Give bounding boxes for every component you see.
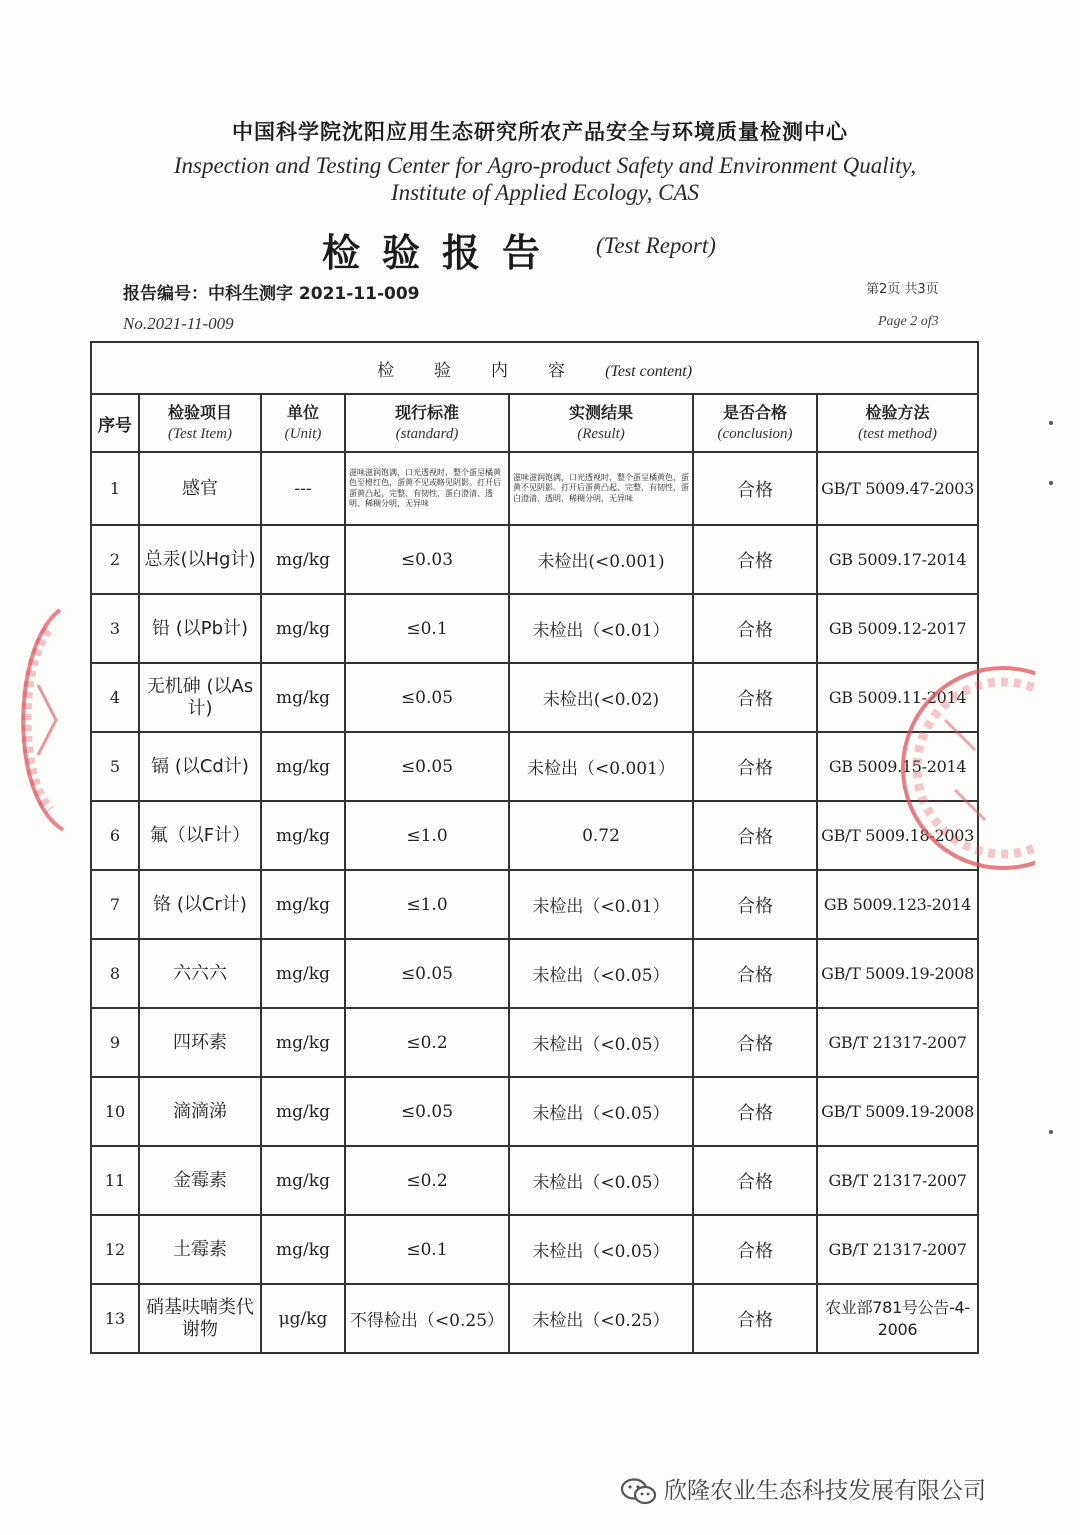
result: 未检出（<0.01） (509, 870, 693, 939)
col-header-unit (261, 394, 345, 452)
test-item: 铅 (以Pb计) (139, 594, 261, 663)
unit: mg/kg (261, 1008, 345, 1077)
standard: ≤0.05 (345, 1077, 509, 1146)
result: 未检出（<0.05） (509, 1215, 693, 1284)
col-header-standard (345, 394, 509, 452)
col-header-method-cn: 检验方法 (865, 403, 930, 422)
conclusion: 合格 (693, 594, 817, 663)
unit: mg/kg (261, 801, 345, 870)
stamp-right (895, 660, 1035, 880)
col-header-item (139, 394, 261, 452)
conclusion: 合格 (693, 663, 817, 732)
col-header-unit-cn: 单位 (286, 403, 319, 422)
test-method: GB/T 5009.18-2003 (817, 801, 978, 870)
test-method: GB/T 5009.19-2008 (817, 1077, 978, 1146)
col-header-item-cn: 检验项目 (167, 403, 232, 422)
unit: mg/kg (261, 1146, 345, 1215)
row-number: 5 (91, 732, 139, 801)
org-name-en-line1: Inspection and Testing Center for Agro-product Safety and Environment Quality, (173, 153, 917, 178)
conclusion: 合格 (693, 525, 817, 594)
table-row (91, 732, 978, 801)
section-title (91, 342, 978, 394)
result: 滋味滋润饱满，口光透视时，整个蛋呈橘黄色，蛋黄不见阴影。打开后蛋黄凸起、完整，有韧性，蛋白澄清、透明、稀稠分明，无异味 (509, 452, 693, 525)
table-row (91, 1077, 978, 1146)
result: 未检出(<0.02) (509, 663, 693, 732)
row-number: 11 (91, 1146, 139, 1215)
test-item: 无机砷 (以As计) (139, 663, 261, 732)
test-method: 农业部781号公告-4-2006 (817, 1284, 978, 1353)
standard: ≤0.05 (345, 663, 509, 732)
test-content-table (90, 341, 979, 1354)
report-number: 报告编号：中科生测字 2021-11-009 (123, 284, 420, 304)
test-item: 氟（以F计） (139, 801, 261, 870)
result: 未检出（<0.05） (509, 1077, 693, 1146)
conclusion: 合格 (693, 870, 817, 939)
test-item: 四环素 (139, 1008, 261, 1077)
standard: ≤0.2 (345, 1008, 509, 1077)
test-method: GB/T 21317-2007 (817, 1008, 978, 1077)
result: 0.72 (509, 801, 693, 870)
test-item: 硝基呋喃类代谢物 (139, 1284, 261, 1353)
table-row (91, 939, 978, 1008)
scan-speck (1049, 481, 1053, 485)
result: 未检出(<0.001) (509, 525, 693, 594)
standard: ≤0.2 (345, 1146, 509, 1215)
conclusion: 合格 (693, 1146, 817, 1215)
test-method: GB 5009.15-2014 (817, 732, 978, 801)
unit: mg/kg (261, 663, 345, 732)
row-number: 6 (91, 801, 139, 870)
col-header-standard-en: (standard) (395, 426, 459, 442)
scan-speck (1049, 421, 1053, 425)
watermark-footer (620, 1472, 986, 1507)
test-item: 土霉素 (139, 1215, 261, 1284)
col-header-method (817, 394, 978, 452)
col-header-conclusion-en: (conclusion) (717, 426, 793, 442)
row-number: 2 (91, 525, 139, 594)
page-indicator-en: Page 2 of3 (878, 314, 939, 329)
row-number: 7 (91, 870, 139, 939)
row-number: 10 (91, 1077, 139, 1146)
section-title-en: (Test content) (605, 362, 693, 380)
standard: ≤0.1 (345, 1215, 509, 1284)
unit: mg/kg (261, 525, 345, 594)
test-item: 感官 (139, 452, 261, 525)
org-name-cn: 中国科学院沈阳应用生态研究所农产品安全与环境质量检测中心 (232, 120, 848, 144)
test-item: 总汞(以Hg计) (139, 525, 261, 594)
test-item: 铬 (以Cr计) (139, 870, 261, 939)
conclusion: 合格 (693, 1008, 817, 1077)
test-item: 镉 (以Cd计) (139, 732, 261, 801)
unit: mg/kg (261, 732, 345, 801)
standard: 不得检出（<0.25） (345, 1284, 509, 1353)
test-item: 六六六 (139, 939, 261, 1008)
test-method: GB/T 5009.19-2008 (817, 939, 978, 1008)
report-number-en: No.2021-11-009 (123, 314, 234, 333)
unit: μg/kg (261, 1284, 345, 1353)
test-method: GB 5009.123-2014 (817, 870, 978, 939)
table-row (91, 801, 978, 870)
standard: ≤1.0 (345, 801, 509, 870)
report-title-en: (Test Report) (596, 233, 716, 258)
test-item: 滴滴涕 (139, 1077, 261, 1146)
standard: ≤0.1 (345, 594, 509, 663)
conclusion: 合格 (693, 732, 817, 801)
scan-speck (1049, 1130, 1053, 1134)
table-row (91, 870, 978, 939)
conclusion: 合格 (693, 452, 817, 525)
org-name-en-line2: Institute of Applied Ecology, CAS (390, 180, 700, 205)
table-row (91, 1284, 978, 1353)
col-header-method-en: (test method) (858, 426, 937, 442)
conclusion: 合格 (693, 1284, 817, 1353)
watermark-text: 欣隆农业生态科技发展有限公司 (664, 1478, 986, 1504)
table-row (91, 1146, 978, 1215)
row-number: 12 (91, 1215, 139, 1284)
result: 未检出（<0.01） (509, 594, 693, 663)
row-number: 3 (91, 594, 139, 663)
table-row (91, 1008, 978, 1077)
table-row (91, 1215, 978, 1284)
col-header-result-en: (Result) (577, 426, 625, 442)
table-row (91, 525, 978, 594)
conclusion: 合格 (693, 1215, 817, 1284)
stamp-left-fragment (8, 605, 68, 835)
conclusion: 合格 (693, 1077, 817, 1146)
standard: 滋味滋润饱满，口光透视时，整个蛋呈橘黄色至橙红色，蛋黄不见或略见阴影。打开后蛋黄凸起、完整、有韧性，蛋白澄清、透明、稀稠分明，无异味 (345, 452, 509, 525)
test-method: GB 5009.11-2014 (817, 663, 978, 732)
result: 未检出（<0.001） (509, 732, 693, 801)
col-header-conclusion-cn: 是否合格 (722, 403, 787, 422)
result: 未检出（<0.05） (509, 1146, 693, 1215)
conclusion: 合格 (693, 939, 817, 1008)
result: 未检出（<0.25） (509, 1284, 693, 1353)
standard: ≤1.0 (345, 870, 509, 939)
unit: mg/kg (261, 1077, 345, 1146)
unit: mg/kg (261, 594, 345, 663)
col-header-no-label: 序号 (98, 415, 132, 436)
unit: mg/kg (261, 939, 345, 1008)
col-header-result (509, 394, 693, 452)
conclusion: 合格 (693, 801, 817, 870)
unit: mg/kg (261, 870, 345, 939)
col-header-standard-cn: 现行标准 (394, 403, 459, 422)
test-method: GB/T 21317-2007 (817, 1215, 978, 1284)
test-item: 金霉素 (139, 1146, 261, 1215)
unit: mg/kg (261, 1215, 345, 1284)
col-header-item-en: (Test Item) (167, 426, 233, 442)
test-method: GB/T 21317-2007 (817, 1146, 978, 1215)
standard: ≤0.05 (345, 732, 509, 801)
table-row (91, 594, 978, 663)
test-method: GB/T 5009.47-2003 (817, 452, 978, 525)
test-method: GB 5009.17-2014 (817, 525, 978, 594)
col-header-no (91, 394, 139, 452)
wechat-icon (620, 1477, 658, 1507)
row-number: 1 (91, 452, 139, 525)
col-header-unit-en: (Unit) (284, 426, 322, 442)
page-indicator-cn: 第2页 共3页 (866, 282, 939, 297)
unit: --- (261, 452, 345, 525)
row-number: 13 (91, 1284, 139, 1353)
column-header-row (91, 394, 978, 452)
result: 未检出（<0.05） (509, 1008, 693, 1077)
row-number: 8 (91, 939, 139, 1008)
standard: ≤0.03 (345, 525, 509, 594)
col-header-result-cn: 实测结果 (568, 403, 633, 422)
table-row (91, 452, 978, 525)
row-number: 4 (91, 663, 139, 732)
section-header-row (91, 342, 978, 394)
result: 未检出（<0.05） (509, 939, 693, 1008)
report-title-cn: 检验报告 (322, 231, 563, 275)
table-row (91, 663, 978, 732)
standard: ≤0.05 (345, 939, 509, 1008)
test-method: GB 5009.12-2017 (817, 594, 978, 663)
col-header-conclusion (693, 394, 817, 452)
section-title-cn: 检验内容 (377, 360, 606, 381)
row-number: 9 (91, 1008, 139, 1077)
